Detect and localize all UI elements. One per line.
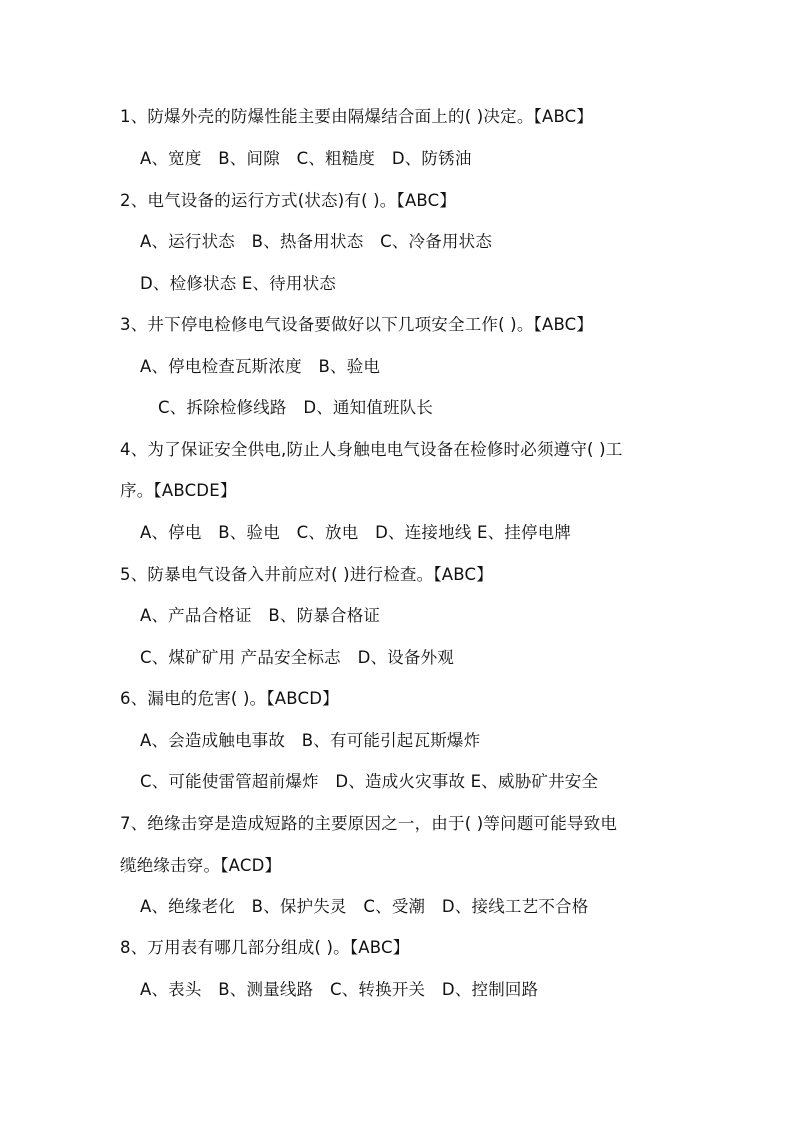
question-7: 7、绝缘击穿是造成短路的主要原因之一，由于( )等问题可能导致电: [120, 814, 618, 833]
question-5: 5、防暴电气设备入井前应对( )进行检查。【ABC】: [120, 565, 493, 584]
question-8-options: A、表头 B、测量线路 C、转换开关 D、控制回路: [140, 980, 539, 999]
question-6-options-line-2: C、可能使雷管超前爆炸 D、造成火灾事故 E、威胁矿井安全: [140, 772, 599, 791]
question-5-options-line-1: A、产品合格证 B、防暴合格证: [140, 606, 381, 625]
question-3-options-line-2: C、拆除检修线路 D、通知值班队长: [158, 398, 434, 417]
question-4-continuation: 序。【ABCDE】: [120, 481, 237, 500]
question-6: 6、漏电的危害( )。【ABCD】: [120, 689, 339, 708]
question-5-options-line-2: C、煤矿矿用 产品安全标志 D、设备外观: [140, 648, 454, 667]
question-6-options-line-1: A、会造成触电事故 B、有可能引起瓦斯爆炸: [140, 731, 481, 750]
question-7-continuation: 缆绝缘击穿。【ACD】: [120, 856, 282, 875]
question-1-options: A、宽度 B、间隙 C、粗糙度 D、防锈油: [140, 149, 472, 168]
question-7-options: A、绝缘老化 B、保护失灵 C、受潮 D、接线工艺不合格: [140, 897, 589, 916]
question-8: 8、万用表有哪几部分组成( )。【ABC】: [120, 938, 410, 957]
question-3-options-line-1: A、停电检查瓦斯浓度 B、验电: [140, 357, 381, 376]
question-3: 3、井下停电检修电气设备要做好以下几项安全工作( )。【ABC】: [120, 315, 594, 334]
question-2: 2、电气设备的运行方式(状态)有( )。【ABC】: [120, 191, 457, 210]
question-4: 4、为了保证安全供电,防止人身触电电气设备在检修时必须遵守( )工: [120, 440, 623, 459]
question-2-options-line-1: A、运行状态 B、热备用状态 C、冷备用状态: [140, 232, 493, 251]
question-2-options-line-2: D、检修状态 E、待用状态: [140, 274, 336, 293]
question-4-options: A、停电 B、验电 C、放电 D、连接地线 E、挂停电牌: [140, 523, 572, 542]
question-1: 1、防爆外壳的防爆性能主要由隔爆结合面上的( )决定。【ABC】: [120, 107, 594, 126]
